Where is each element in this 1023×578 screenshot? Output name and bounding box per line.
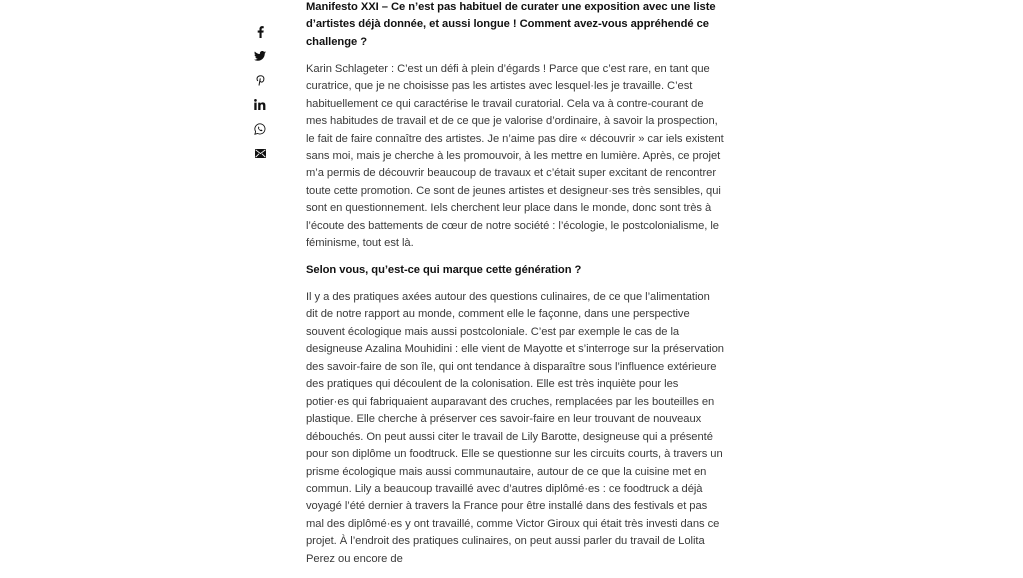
twitter-icon xyxy=(254,51,266,61)
share-whatsapp-button[interactable] xyxy=(250,121,270,137)
whatsapp-icon xyxy=(254,123,266,135)
pinterest-icon xyxy=(256,75,265,86)
share-facebook-button[interactable] xyxy=(250,24,270,40)
email-icon xyxy=(255,149,266,158)
interview-question: Selon vous, qu’est-ce qui marque cette génération ? xyxy=(306,264,582,277)
social-share-bar xyxy=(250,24,270,170)
interview-answer: Il y a des pratiques axées autour des questions culinaires, de ce que l’alimentation dit de notre rapport au monde, comment elle le façonne, dans une perspective souvent écologique mais aussi postcoloniale. C’est par exemple le cas de la designeuse Azalina Mouhidini : elle vient de Mayotte et s’interroge sur la préservation des savoir-faire de son île, qui ont tendance à disparaître sous l’influence extérieure des pratiques qui découlent de la colonisation. Elle est très inquiète pour les potier·es qui fabriquaient auparavant des cruches, remplacées par les bouteilles en plastique. Elle cherche à préserver ces savoir-faire en leur trouvant de nouveaux débouchés. On peut aussi citer le travail de Lily Barotte, designeuse qui a présenté pour son diplôme un foodtruck. Elle se questionne sur les circuits courts, à travers un prisme écologique mais aussi communautaire, autour de ce que la cuisine met en commun. Lily a beaucoup travaillé avec d’autres diplômé·es : ce foodtruck a déjà voyagé l’été dernier à travers la France pour être installé dans des festivals et pas mal des diplômé·es y ont travaillé, comme Victor Giroux qui était très investi dans ce projet. À l’endroit des pratiques culinaires, on peut aussi parler du travail de Lolita Perez ou encore de xyxy=(306,290,724,565)
interview-question: Manifesto XXI – Ce n’est pas habituel de curater une exposition avec une liste d’artistes déjà donnée, et aussi longue ! Comment avez-vous appréhendé ce challenge ? xyxy=(306,1,716,48)
share-twitter-button[interactable] xyxy=(250,48,270,64)
interview-answer: Karin Schlageter : C’est un défi à plein d’égards ! Parce que c’est rare, en tant que curatrice, que je ne choisisse pas les artistes avec lesquel·les je travaille. C’est habituellement ce qui caractérise le travail curatorial. Cela va à contre-courant de mes habitudes de travail et de ce que je valorise d’ordinaire, à savoir la prospection, le fait de faire connaître des artistes. Je n’aime pas dire « découvrir » car iels existent sans moi, mais je cherche à les promouvoir, à les mettre en lumière. Après, ce projet m’a permis de découvrir beaucoup de travaux et c’était super excitant de rencontrer toute cette promotion. Ce sont de jeunes artistes et designeur·ses très sensibles, qui sont en questionnement. Iels cherchent leur place dans le monde, donc sont très à l’écoute des battements de cœur de notre société : l’écologie, le postcolonialisme, le féminisme, tout est là. xyxy=(306,62,724,250)
share-email-button[interactable] xyxy=(250,145,270,161)
share-pinterest-button[interactable] xyxy=(250,73,270,89)
facebook-icon xyxy=(257,26,264,38)
interview-article xyxy=(306,0,724,578)
linkedin-icon xyxy=(254,99,266,110)
share-linkedin-button[interactable] xyxy=(250,97,270,113)
